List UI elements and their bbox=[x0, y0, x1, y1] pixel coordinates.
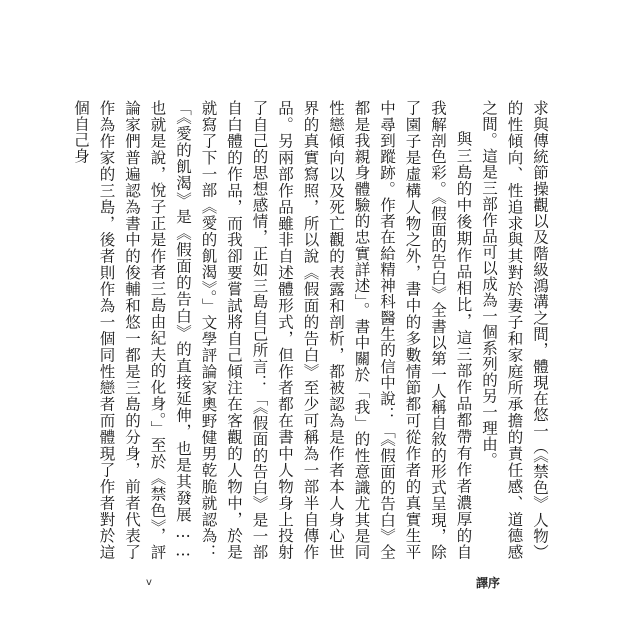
paragraph-2: 與三島的中後期作品相比，這三部作品都帶有作者濃厚的自我解剖色彩。《假面的告白》全書以第一人稱自敘的形式呈現，除了園子是虛構人物之外，書中的多數情節都可從作者的真實生平中尋到蹤跡。作者在給精神科醫生的信中說：「《假面的告白》全都是我親身體驗的忠實詳述」。書中關於「我」的性意識尤其是同性戀傾向以及死亡觀的表露和剖析，都被認為是作者本人身心世界的真實寫照，所以說《假面的告白》至少可稱為一部半自傳作品。另兩部作品雖非自述體形式，但作者都在書中人物身上投射了自己的思想感情，正如三島自己所言：「《假面的告白》是一部自白體的作品，而我卻要嘗試將自己傾注在客觀的人物中，於是就寫了下一部《愛的飢渴》。」文學評論家奧野健男乾脆就認為：「《愛的飢渴》是《假面的告白》的直接延伸，也是其發展……也就是說，悅子正是作者三島由紀夫的化身。」至於《禁色》，評論家們普遍認為書中的俊輔和悠一都是三島的分身，前者代表了作為作家的三島，後者則作為一個同性戀者而體現了作者對於這個自己身 bbox=[72, 100, 473, 560]
running-title: 譯序 bbox=[475, 576, 500, 590]
paragraph-1: 求與傳統節操觀以及階級鴻溝之間，體現在悠一（《禁色》人物）的性傾向、性追求與其對於妻子和家庭所承擔的責任感、道德感之間。這是三部作品可以成為一個系列的另一理由。 bbox=[480, 100, 549, 560]
main-text-block bbox=[72, 100, 552, 560]
page-number: v bbox=[146, 577, 152, 588]
